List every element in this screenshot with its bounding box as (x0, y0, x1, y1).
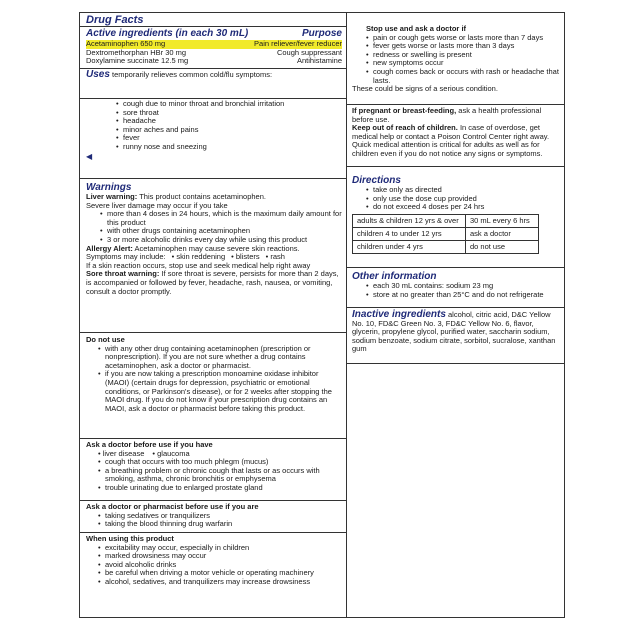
condition-item: • a breathing problem or chronic cough that lasts or as occurs with smoking, asthma, chronic bronchitis or emphysema (96, 467, 342, 484)
liver-item: • more than 4 doses in 24 hours, which is the maximum daily amount for this product (98, 210, 342, 227)
sore-throat-text: If sore throat is severe, persists for more than 2 days, is accompanied or followed by fever, headache, rash, nausea, or vomiting, consult a doctor promptly. (86, 269, 339, 296)
ask-pharmacist-heading: Ask a doctor or pharmacist before use if you are (86, 502, 259, 511)
drug-facts-title-block (80, 13, 346, 27)
inactive-ingredients-text: alcohol, citric acid, D&C Yellow No. 10, FD&C Green No. 3, FD&C Yellow No. 6, flavor, glycerin, propylene glycol, purified water, saccharin sodium, sodium benzoate, sodium citrate, sorbitol, sucralose, xanthan gum (352, 310, 556, 354)
uses-item: • minor aches and pains (114, 126, 342, 135)
ingredient-purpose: Cough suppressant (276, 47, 342, 57)
stop-use-item: • cough comes back or occurs with rash or headache that lasts. (364, 68, 560, 85)
active-ingredients-block (80, 27, 346, 99)
dosage-group: children 4 to under 12 yrs (353, 227, 466, 240)
purpose-heading: Purpose (301, 28, 342, 39)
ingredient-row (86, 57, 342, 66)
drug-facts-panel (79, 12, 565, 618)
stop-use-block (346, 13, 564, 105)
dosage-row (353, 214, 539, 227)
right-column (346, 13, 564, 617)
do-not-use-block (80, 333, 346, 439)
sore-throat-label: Sore throat warning: (86, 269, 160, 279)
dosage-table (352, 214, 539, 254)
pharmacist-item: • taking sedatives or tranquilizers (96, 512, 342, 521)
when-using-item: • be careful when driving a motor vehicle or operating machinery (96, 569, 342, 578)
dosage-group: children under 4 yrs (353, 240, 466, 253)
uses-list-block (80, 99, 346, 179)
keep-out-of-reach-text: In case of overdose, get medical help or contact a Poison Control Center right away. Quick medical attention is critical for adults as well as for children even if you do not notice any signs or symptoms. (352, 123, 550, 158)
stop-use-item: • fever gets worse or lasts more than 3 days (364, 42, 560, 51)
other-info-block (346, 268, 564, 308)
uses-item: • headache (114, 117, 342, 126)
pharmacist-item: • taking the blood thinning drug warfarin (96, 520, 342, 529)
ingredient-name: Dextromethorphan HBr 30 mg (86, 47, 187, 57)
keep-out-of-reach-label: Keep out of reach of children. (352, 123, 458, 133)
allergy-alert-label: Allergy Alert: (86, 243, 133, 253)
ingredient-name: Doxylamine succinate 12.5 mg (86, 56, 189, 66)
dosage-amount: do not use (466, 240, 539, 253)
dosage-row (353, 240, 539, 253)
symptom-item: • rash (265, 252, 285, 262)
triangle-left-icon: ◀ (86, 152, 93, 161)
when-using-block (80, 533, 346, 617)
do-not-use-heading: Do not use (86, 335, 125, 344)
warnings-heading: Warnings (86, 182, 132, 193)
do-not-use-item: • with any other drug containing acetaminophen (prescription or nonprescription). If you are not sure whether a drug contains acetaminophen, ask a doctor or pharmacist. (96, 345, 342, 371)
warnings-block (80, 179, 346, 333)
directions-item: • only use the dose cup provided (364, 195, 560, 204)
active-ingredients-heading: Active ingredients (in each 30 mL) (86, 28, 249, 39)
symptom-item: • blisters (231, 252, 260, 262)
inactive-ingredients-block (346, 308, 564, 364)
uses-intro: temporarily relieves common cold/flu symptoms: (112, 69, 273, 79)
when-using-item: • excitability may occur, especially in children (96, 544, 342, 553)
other-info-heading: Other information (352, 271, 437, 282)
allergy-alert-text: Acetaminophen may cause severe skin reactions. (134, 243, 300, 253)
liver-item: • with other drugs containing acetaminophen (98, 227, 342, 236)
inactive-ingredients-heading: Inactive ingredients (352, 309, 446, 320)
stop-use-item: • redness or swelling is present (364, 51, 560, 60)
when-using-heading: When using this product (86, 534, 174, 543)
dosage-amount: 30 mL every 6 hrs (466, 214, 539, 227)
ingredient-purpose: Antihistamine (296, 56, 342, 66)
when-using-item: • marked drowsiness may occur (96, 552, 342, 561)
left-column (80, 13, 347, 617)
condition-item: • glaucoma (152, 448, 190, 458)
condition-item: • trouble urinating due to enlarged prostate gland (96, 484, 342, 493)
directions-item: • do not exceed 4 doses per 24 hrs (364, 203, 560, 212)
pregnant-text: ask a health professional before use. (352, 106, 542, 124)
pregnancy-block (346, 105, 564, 167)
liver-warning-label: Liver warning: (86, 192, 138, 201)
directions-block (346, 167, 564, 268)
dosage-amount: ask a doctor (466, 227, 539, 240)
drug-facts-title: Drug Facts (86, 14, 144, 26)
uses-heading: Uses (86, 68, 110, 80)
ingredient-name: Acetaminophen 650 mg (86, 39, 166, 48)
uses-item: • sore throat (114, 109, 342, 118)
condition-item: • liver disease (98, 448, 145, 458)
ask-pharmacist-block (80, 501, 346, 533)
liver-warning-sub: Severe liver damage may occur if you take (86, 200, 228, 210)
directions-heading: Directions (352, 175, 401, 186)
do-not-use-item: • if you are now taking a prescription monoamine oxidase inhibitor (MAOI) (certain drugs for depression, psychiatric or emotional conditions, or Parkinson's disease), or for 2 weeks after stopping the MAOI drug. If you do not know if your prescription drug contains an MAOI, ask a doctor or pharmacist before taking this product. (96, 370, 342, 413)
dosage-group: adults & children 12 yrs & over (353, 214, 466, 227)
uses-item: • fever (114, 134, 342, 143)
dosage-row (353, 227, 539, 240)
ingredient-purpose: Pain reliever/fever reducer (254, 39, 342, 48)
uses-item: • cough due to minor throat and bronchial irritation (114, 100, 342, 109)
liver-item: • 3 or more alcoholic drinks every day while using this product (98, 236, 342, 245)
stop-use-tail: These could be signs of a serious condition. (352, 84, 498, 94)
stop-use-heading: Stop use and ask a doctor if (366, 24, 467, 33)
when-using-item: • alcohol, sedatives, and tranquilizers may increase drowsiness (96, 578, 342, 587)
ask-doctor-block (80, 439, 346, 501)
uses-section (80, 68, 346, 80)
symptoms-label: Symptoms may include: (86, 252, 166, 262)
liver-warning-text: This product contains acetaminophen. (139, 192, 266, 201)
ask-doctor-heading: Ask a doctor before use if you have (86, 440, 213, 449)
pregnant-label: If pregnant or breast-feeding, (352, 106, 457, 115)
when-using-item: • avoid alcoholic drinks (96, 561, 342, 570)
other-info-item: • each 30 mL contains: sodium 23 mg (364, 282, 560, 291)
uses-item: • runny nose and sneezing (114, 143, 342, 152)
directions-item: • take only as directed (364, 186, 560, 195)
stop-use-item: • new symptoms occur (364, 59, 560, 68)
other-info-item: • store at no greater than 25°C and do not refrigerate (364, 291, 560, 300)
condition-item: • cough that occurs with too much phlegm (mucus) (96, 458, 342, 467)
allergy-tail: If a skin reaction occurs, stop use and seek medical help right away (86, 260, 311, 270)
symptom-item: • skin reddening (171, 252, 226, 262)
stop-use-item: • pain or cough gets worse or lasts more than 7 days (364, 34, 560, 43)
